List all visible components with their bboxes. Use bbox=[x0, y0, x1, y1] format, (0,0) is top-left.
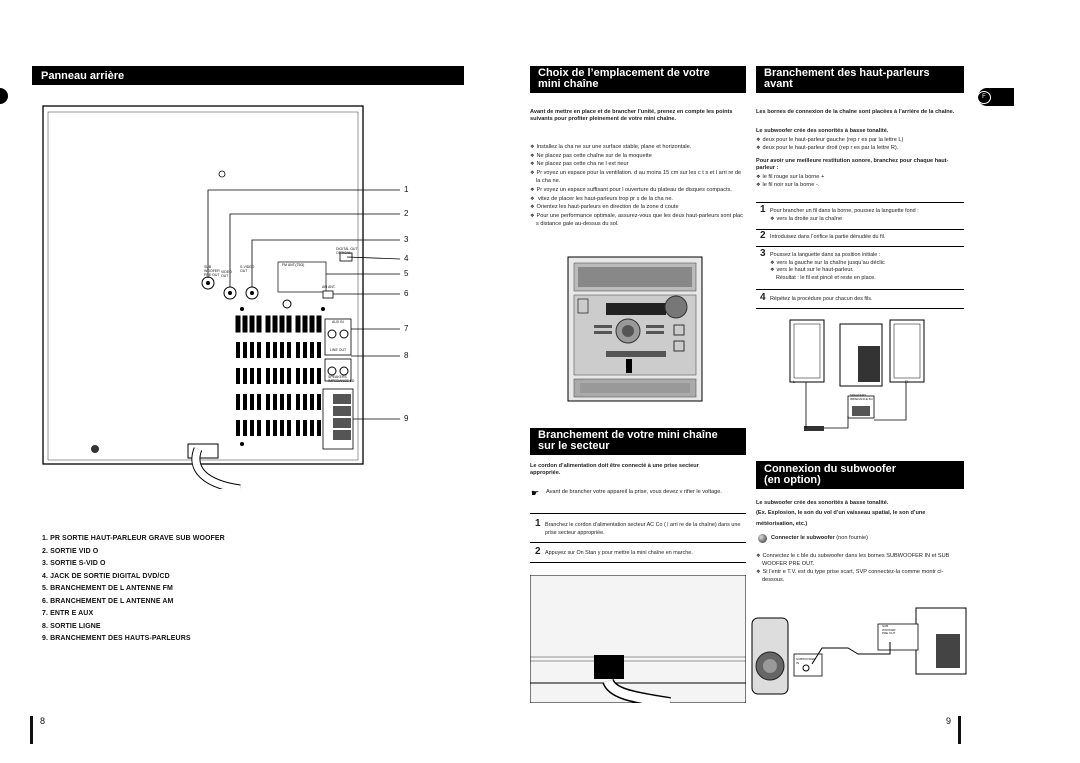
diagram-label-speakers: SPEAKERS IMPEDANCE 6Ω bbox=[850, 393, 873, 401]
placement-bullet: ❖ Orientez les haut-parleurs en direction de la zone d coute bbox=[530, 203, 744, 212]
callout-9: 9 bbox=[404, 414, 409, 423]
secteur-step-1: 1 Branchez le cordon d’alimentation secteur AC Co ( l arri re de la chaîne) dans une prise secteur appropriée. bbox=[535, 518, 741, 536]
callout-5: 5 bbox=[404, 269, 409, 278]
speakers-sub-intro: Le subwoofer crée des sonorités à basse tonalité. bbox=[756, 128, 889, 134]
placement-bullet: ❖ Ne placez pas cette chaîne sur de la moquette bbox=[530, 152, 744, 161]
speaker-step-1: 1 Pour brancher un fil dans la borne, poussez la languette fond : ❖ vers la droite sur la chaîne bbox=[770, 208, 960, 223]
terminals-bullet: ❖ deux pour le haut-parleur droit (rep r es par la lettre R). bbox=[756, 144, 956, 152]
subwoofer-intro: Le subwoofer crée des sonorités à basse tonalité. bbox=[756, 500, 889, 506]
speakers-intro: Les bornes de connexion de la chaîne sont placées à l’arrière de la chaîne. bbox=[756, 109, 955, 115]
label-am: AM ANT. bbox=[322, 285, 336, 289]
terminals-bullets bbox=[756, 136, 956, 153]
subwoofer-bullet: ❖ Connectez le c ble du subwoofer dans les bornes SUBWOOFER IN et SUB WOOFER PRE OUT. bbox=[756, 552, 960, 568]
pointing-hand-icon: ☛ bbox=[531, 488, 540, 498]
callout-1: 1 bbox=[404, 185, 409, 194]
terminals-bullet: ❖ deux pour le haut-parleur gauche (rep r es par la lettre L) bbox=[756, 136, 956, 144]
wire-bullet: ❖ le fil noir sur la borne -. bbox=[756, 181, 956, 189]
placement-bullet: ❖ Pr voyez un espace pour la ventilation. d au moins 15 cm sur les c t s et l arri re de la cha ne. bbox=[530, 169, 744, 186]
placement-bullet: ❖ Ne placez pas cette cha ne l ext rieur bbox=[530, 160, 744, 169]
legend-item: 9. BRANCHEMENT DES HAUTS-PARLEURS bbox=[42, 635, 191, 642]
rear-panel-diagram bbox=[40, 104, 420, 489]
speakers-rule-3 bbox=[756, 246, 964, 247]
subwoofer-connection-diagram bbox=[748, 604, 970, 700]
secteur-step-2: 2 Appuyez sur On Stan y pour mettre la mini chaîne en marche. bbox=[535, 546, 693, 557]
diagram-label-r: R bbox=[905, 379, 908, 384]
callout-8: 8 bbox=[404, 351, 409, 360]
label-line: LINE OUT bbox=[330, 348, 347, 352]
placement-title: Choix de l’emplacement de votre mini chaîne bbox=[530, 66, 746, 93]
speaker-step-2: 2 Introduisez dans l’orifice la partie dénudée du fil. bbox=[760, 230, 886, 241]
callout-6: 6 bbox=[404, 289, 409, 298]
legend-item: 7. ENTR E AUX bbox=[42, 610, 94, 617]
page-number-right: 9 bbox=[946, 716, 952, 726]
page-bar-left bbox=[30, 716, 33, 744]
speakers-title: Branchement des haut-parleurs avant bbox=[756, 66, 964, 93]
page-bar-right bbox=[958, 716, 961, 744]
speakers-rule-2 bbox=[756, 229, 964, 230]
legend-item: 5. BRANCHEMENT DE L ANTENNE FM bbox=[42, 585, 173, 592]
connect-circle-icon bbox=[758, 534, 767, 543]
sonore-text: Pour avoir une meilleure restitution sonore, branchez pour chaque haut-parleur : bbox=[756, 158, 949, 172]
speakers-rule-1 bbox=[756, 202, 964, 203]
placement-intro: Avant de mettre en place et de brancher l’unité, prenez en compte les points suivants pour profiter pleinement de votre mini chaîne. bbox=[530, 109, 733, 123]
label-video: VIDEO OUT bbox=[221, 270, 232, 278]
diagram-label-l: L bbox=[793, 379, 796, 384]
label-svideo: S-VIDEO OUT bbox=[240, 265, 255, 273]
speakers-rule-5 bbox=[756, 308, 964, 309]
wire-bullets bbox=[756, 173, 956, 190]
callout-3: 3 bbox=[404, 235, 409, 244]
label-digital: DIGITAL OUT OPTICAL bbox=[336, 247, 358, 255]
secteur-note: Avant de brancher votre appareil la prise, vous devez v rifier le voltage. bbox=[546, 489, 722, 495]
secteur-intro: Le cordon d’alimentation doit être connecté à une prise secteur appropriée. bbox=[530, 463, 699, 477]
legend-item: 8. SORTIE LIGNE bbox=[42, 622, 101, 630]
legend-item: 6. BRANCHEMENT DE L ANTENNE AM bbox=[42, 597, 174, 605]
speakers-rule-4 bbox=[756, 289, 964, 290]
power-cord-image bbox=[530, 575, 746, 703]
left-edge-tab bbox=[0, 88, 8, 104]
speaker-step-4: 4 Répétez la procédure pour chacun des fils. bbox=[760, 292, 873, 303]
page-title: Panneau arrière bbox=[32, 66, 464, 85]
sub-in-label: SUBWOOFER IN bbox=[796, 657, 816, 665]
secteur-rule-1 bbox=[530, 513, 746, 514]
lang-badge: F bbox=[977, 91, 991, 104]
subwoofer-bullets bbox=[756, 552, 960, 584]
label-fm: FM ANT.(75Ω) bbox=[282, 263, 305, 267]
subwoofer-bullet: ❖ Si l’entr e T.V. est du type prise scart, SVP connectez-la comme montr ci-dessous. bbox=[756, 568, 960, 584]
legend-item: 1. PR SORTIE HAUT-PARLEUR GRAVE SUB WOOFER bbox=[42, 535, 225, 542]
legend-item: 3. SORTIE S-VID O bbox=[42, 560, 106, 567]
legend-item: 2. SORTIE VID O bbox=[42, 547, 99, 555]
subwoofer-example: (Ex. Explosion, le son du vol d’un vaisseau spatial, le son d’une météorisation, etc.) bbox=[756, 510, 926, 527]
subwoofer-connect: Connecter le subwoofer (non fournie) bbox=[771, 535, 868, 541]
placement-bullet: ❖ Installez la cha ne sur une surface stable, plane et horizontale. bbox=[530, 143, 744, 152]
speaker-step-3: 3 Poussez la languette dans sa position initiale : ❖ vers la gauche sur la chaîne jusqu’au déclic ❖ vers le haut sur le haut-parleur. Résultat : le fil est pincé et reste en place. bbox=[770, 252, 960, 283]
secteur-rule-3 bbox=[530, 562, 746, 563]
mini-chain-front-image bbox=[566, 255, 706, 405]
secteur-title: Branchement de votre mini chaîne sur le secteur bbox=[530, 428, 746, 455]
sub-preout-label: SUB WOOFER PRE OUT bbox=[882, 624, 896, 635]
subwoofer-title: Connexion du subwoofer (en option) bbox=[756, 461, 964, 489]
placement-bullet: ❖ vitez de placer les haut-parleurs trop pr s de la cha ne. bbox=[530, 195, 744, 204]
legend-list bbox=[42, 533, 225, 646]
placement-bullet: ❖ Pr voyez un espace suffisant pour l ouverture du plateau de disques compacts. bbox=[530, 186, 744, 195]
label-aux: AUX IN bbox=[332, 320, 344, 324]
label-speakers: SPEAKERS IMPEDANCE 6Ω bbox=[328, 375, 355, 383]
callout-7: 7 bbox=[404, 324, 409, 333]
callout-4: 4 bbox=[404, 254, 409, 263]
wire-bullet: ❖ le fil rouge sur la borne + bbox=[756, 173, 956, 181]
legend-item: 4. JACK DE SORTIE DIGITAL DVD/CD bbox=[42, 572, 170, 580]
page-number-left: 8 bbox=[40, 716, 46, 726]
speaker-wiring-diagram bbox=[786, 316, 926, 436]
placement-bullet: ❖ Pour une performance optimale, assurez-vous que les deux haut-parleurs sont plac s distance gale au-dessus du sol. bbox=[530, 212, 744, 229]
placement-bullets bbox=[530, 143, 744, 229]
secteur-rule-2 bbox=[530, 542, 746, 543]
callout-2: 2 bbox=[404, 209, 409, 218]
label-sub-preout: SUB WOOFER PRE OUT bbox=[204, 265, 220, 277]
